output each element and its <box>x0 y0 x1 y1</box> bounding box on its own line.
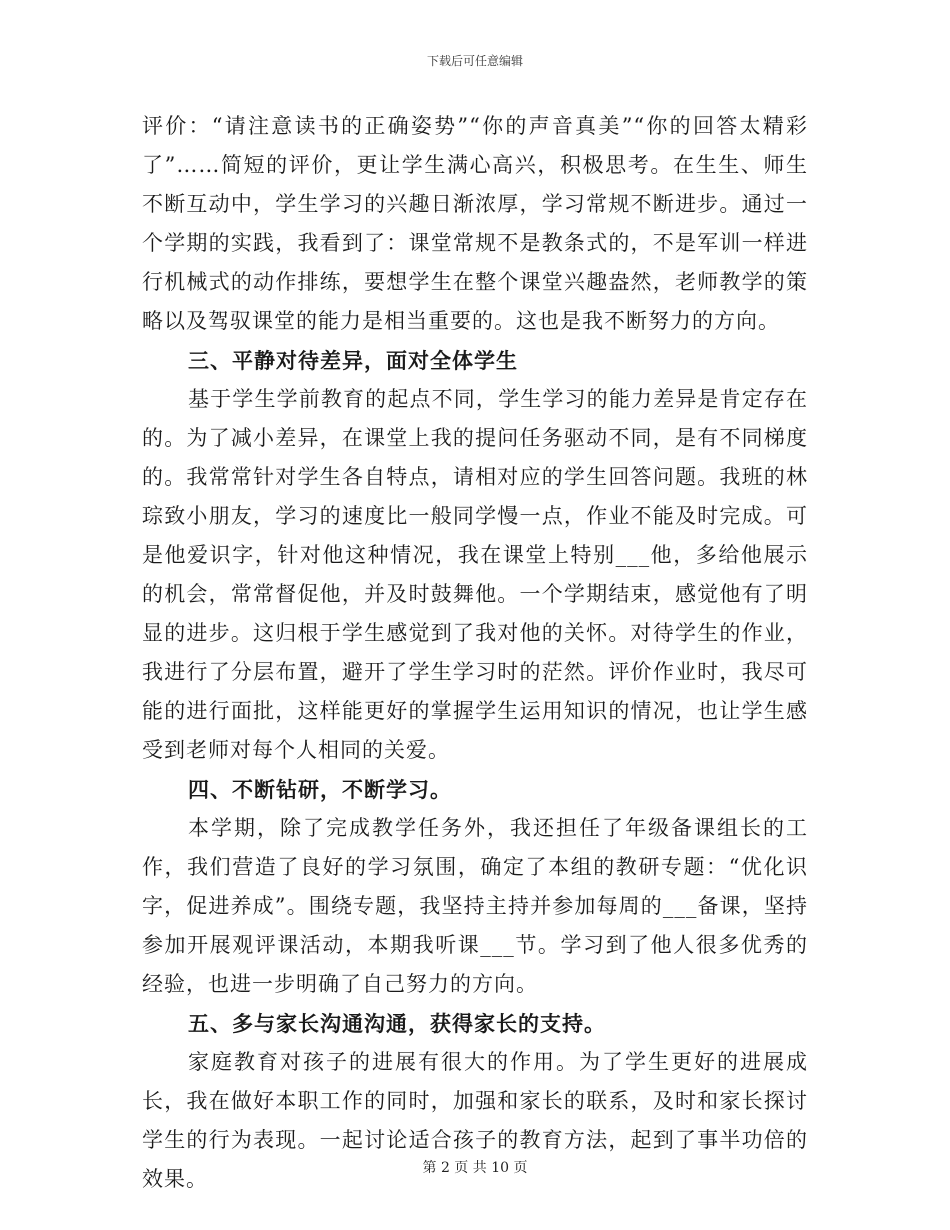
section-heading-4: 四、不断钻研，不断学习。 <box>188 777 452 802</box>
page-footer: 第 2 页 共 10 页 <box>422 1160 528 1176</box>
section-heading-5: 五、多与家长沟通沟通，获得家长的支持。 <box>188 1011 606 1036</box>
document-body <box>142 107 808 1199</box>
section-heading-3: 三、平静对待差异，面对全体学生 <box>188 348 518 373</box>
paragraph-differences: 基于学生学前教育的起点不同，学生学习的能力差异是肯定存在的。为了减小差异，在课堂上我的提问任务驱动不同，是有不同梯度的。我常常针对学生各自特点，请相对应的学生回答问题。我班的林琮致小朋友，学习的速度比一般同学慢一点，作业不能及时完成。可是他爱识字，针对他这种情况，我在课堂上特别___他，多给他展示的机会，常常督促他，并及时鼓舞他。一个学期结束，感觉他有了明显的进步。这归根于学生感觉到了我对他的关怀。对待学生的作业，我进行了分层布置，避开了学生学习时的茫然。评价作业时，我尽可能的进行面批，这样能更好的掌握学生运用知识的情况，也让学生感受到老师对每个人相同的关爱。 <box>142 387 808 762</box>
page-header: 下载后可任意编辑 <box>426 54 523 68</box>
paragraph-research: 本学期，除了完成教学任务外，我还担任了年级备课组长的工作，我们营造了良好的学习氛围，确定了本组的教研专题：“优化识字，促进养成”。围绕专题，我坚持主持并参加每周的___备课，坚持参加开展观评课活动，本期我听课___节。学习到了他人很多优秀的经验，也进一步明确了自己努力的方向。 <box>142 816 808 996</box>
paragraph-parents: 家庭教育对孩子的进展有很大的作用。为了学生更好的进展成长，我在做好本职工作的同时，加强和家长的联系，及时和家长探讨学生的行为表现。一起讨论适合孩子的教育方法，起到了事半功倍的效果。 <box>142 1050 808 1191</box>
paragraph-evaluation: 评价：“请注意读书的正确姿势”“你的声音真美”“你的回答太精彩了”……简短的评价，更让学生满心高兴，积极思考。在生生、师生不断互动中，学生学习的兴趣日渐浓厚，学习常规不断进步。通过一个学期的实践，我看到了：课堂常规不是教条式的，不是军训一样进行机械式的动作排练，要想学生在整个课堂兴趣盎然，老师教学的策略以及驾驭课堂的能力是相当重要的。这也是我不断努力的方向。 <box>142 114 808 333</box>
